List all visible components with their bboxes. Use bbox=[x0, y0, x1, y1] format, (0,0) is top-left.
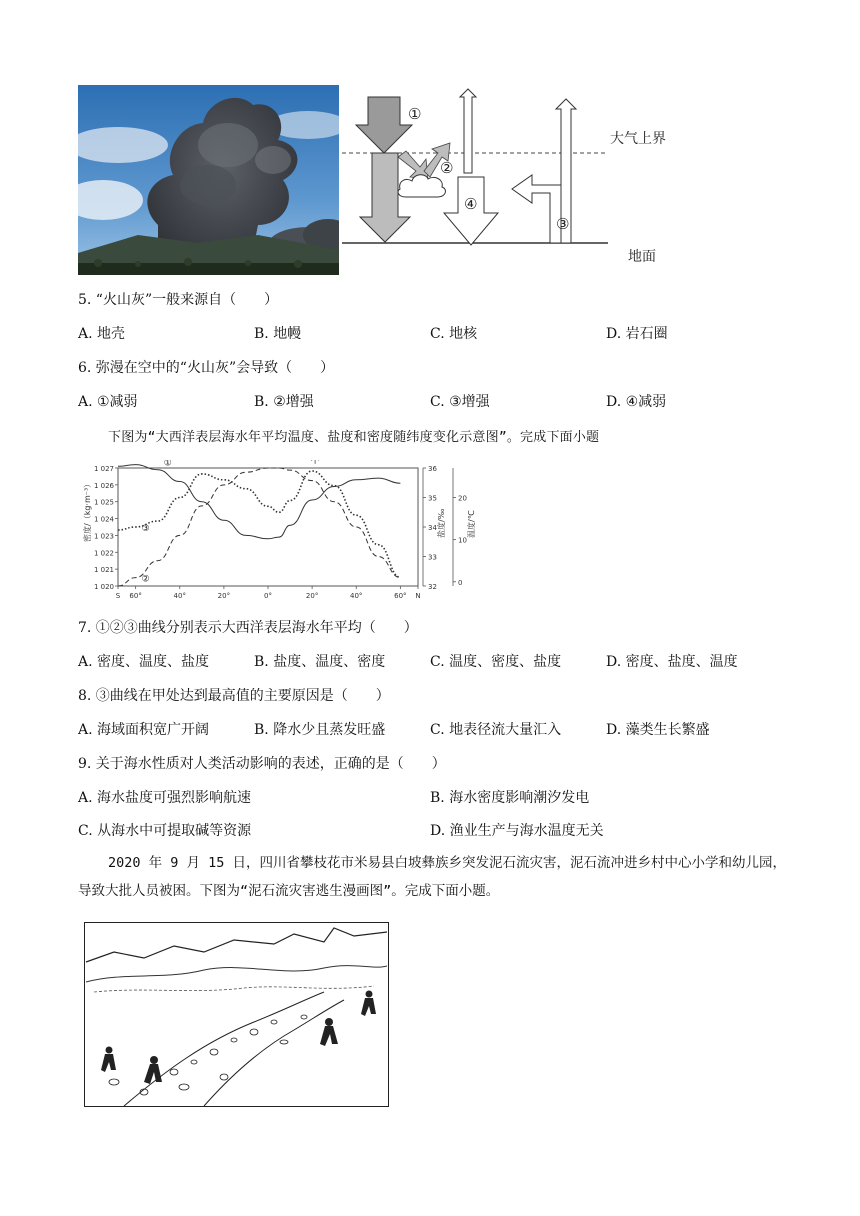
left-axis-label: 密度/（kg·m⁻³） bbox=[83, 479, 92, 542]
left-tick-label: 1 020 bbox=[93, 583, 114, 591]
q9-option-c[interactable]: C. 从海水中可提取碱等资源 bbox=[78, 823, 252, 839]
question-9-stem: 9. 关于海水性质对人类活动影响的表述，正确的是（ ） bbox=[78, 756, 446, 772]
atmosphere-radiation-diagram bbox=[340, 85, 680, 270]
series-label: ② bbox=[141, 574, 150, 585]
question-6-stem: 6. 弥漫在空中的“火山灰”会导致（ ） bbox=[78, 360, 335, 376]
debris-flow-cartoon bbox=[84, 922, 389, 1107]
salinity-tick-label: 32 bbox=[428, 583, 437, 591]
x-tick-label: 40° bbox=[173, 592, 186, 600]
q5-option-a[interactable]: A. 地壳 bbox=[78, 326, 126, 342]
salinity-axis-label: 盐度/‰ bbox=[437, 508, 446, 538]
left-tick-label: 1 021 bbox=[93, 566, 114, 575]
salinity-tick-label: 35 bbox=[428, 494, 437, 503]
q7-option-c[interactable]: C. 温度、密度、盐度 bbox=[430, 654, 562, 670]
left-tick-label: 1 024 bbox=[93, 515, 114, 524]
intro-atlantic-chart: 下图为“大西洋表层海水年平均温度、盐度和密度随纬度变化示意图”。完成下面小题 bbox=[108, 430, 600, 445]
left-tick-label: 1 025 bbox=[93, 498, 114, 507]
q6-option-a[interactable]: A. ①减弱 bbox=[78, 394, 138, 410]
x-tick-label: S bbox=[115, 592, 121, 600]
x-tick-label: 60° bbox=[129, 592, 142, 600]
q7-option-d[interactable]: D. 密度、盐度、温度 bbox=[606, 654, 738, 670]
cloud-icon bbox=[398, 175, 445, 197]
x-tick-label: N bbox=[415, 592, 421, 600]
marker-2: ② bbox=[440, 159, 454, 177]
x-tick-label: 40° bbox=[350, 592, 363, 600]
annotation-jia: 甲 bbox=[310, 460, 321, 466]
left-tick-label: 1 027 bbox=[93, 465, 114, 473]
atlantic-seawater-chart bbox=[78, 460, 478, 610]
q8-option-c[interactable]: C. 地表径流大量汇入 bbox=[430, 722, 562, 738]
salinity-tick-label: 36 bbox=[428, 465, 437, 473]
temperature-tick-label: 20 bbox=[458, 494, 467, 503]
salinity-tick-label: 33 bbox=[428, 553, 437, 562]
temperature-tick-label: 10 bbox=[458, 536, 467, 545]
series-label: ① bbox=[163, 460, 172, 469]
x-tick-label: 20° bbox=[217, 592, 231, 600]
q6-option-d[interactable]: D. ④减弱 bbox=[606, 394, 667, 410]
x-tick-label: 20° bbox=[305, 592, 319, 600]
series-line bbox=[118, 471, 400, 577]
q9-option-a[interactable]: A. 海水盐度可强烈影响航速 bbox=[78, 790, 252, 806]
q5-option-d[interactable]: D. 岩石圈 bbox=[606, 326, 668, 342]
temperature-axis-label: 温度/℃ bbox=[467, 510, 476, 538]
q7-option-a[interactable]: A. 密度、温度、盐度 bbox=[78, 654, 210, 670]
question-8-stem: 8. ③曲线在甲处达到最高值的主要原因是（ ） bbox=[78, 688, 390, 704]
question-7-stem: 7. ①②③曲线分别表示大西洋表层海水年平均（ ） bbox=[78, 620, 418, 636]
left-tick-label: 1 022 bbox=[93, 549, 114, 558]
q8-option-d[interactable]: D. 藻类生长繁盛 bbox=[606, 722, 710, 738]
q9-option-b[interactable]: B. 海水密度影响潮汐发电 bbox=[430, 790, 590, 806]
q5-option-b[interactable]: B. 地幔 bbox=[254, 326, 302, 342]
marker-4: ④ bbox=[464, 195, 478, 213]
q9-option-d[interactable]: D. 渔业生产与海水温度无关 bbox=[430, 823, 604, 839]
x-tick-label: 0° bbox=[264, 592, 272, 600]
q5-option-c[interactable]: C. 地核 bbox=[430, 326, 478, 342]
series-label: ③ bbox=[141, 524, 150, 534]
arrow-1-solar bbox=[356, 97, 412, 242]
q6-option-b[interactable]: B. ②增强 bbox=[254, 394, 314, 410]
label-ground: 地面 bbox=[628, 249, 656, 265]
question-5-stem: 5. “火山灰”一般来源自（ ） bbox=[78, 292, 279, 308]
q8-option-a[interactable]: A. 海域面积宽广开阔 bbox=[78, 722, 210, 738]
left-tick-label: 1 026 bbox=[93, 481, 114, 490]
intro-debris-flow: 2020 年 9 月 15 日，四川省攀枝花市米易县白坡彝族乡突发泥石流灾害，泥石流冲进乡村中心小学和幼儿园，导致大批人员被困。下图为“泥石流灾害逃生漫画图”。完成下面小题。 bbox=[78, 855, 787, 899]
volcano-eruption-photo bbox=[78, 85, 339, 275]
q8-option-b[interactable]: B. 降水少且蒸发旺盛 bbox=[254, 722, 386, 738]
label-atmosphere-top: 大气上界 bbox=[610, 131, 666, 147]
left-tick-label: 1 023 bbox=[93, 532, 114, 541]
q7-option-b[interactable]: B. 盐度、温度、密度 bbox=[254, 654, 386, 670]
temperature-tick-label: 0 bbox=[458, 578, 463, 587]
salinity-tick-label: 34 bbox=[428, 524, 437, 532]
marker-1: ① bbox=[408, 105, 422, 123]
q6-option-c[interactable]: C. ③增强 bbox=[430, 394, 490, 410]
series-line bbox=[118, 468, 400, 586]
chart-plot-frame bbox=[118, 468, 418, 586]
x-tick-label: 60° bbox=[394, 592, 407, 600]
marker-3: ③ bbox=[556, 215, 570, 233]
